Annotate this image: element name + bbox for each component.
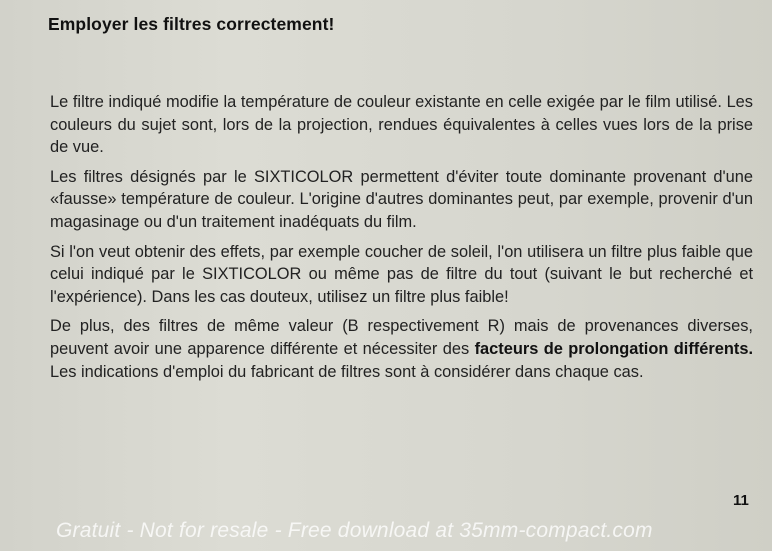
page-title: Employer les filtres correctement! [48, 14, 335, 34]
body-text [50, 91, 753, 390]
page-number: 11 [733, 492, 749, 509]
paragraph-2: Les filtres désignés par le SIXTICOLOR permettent d'éviter toute dominante provenant d'une «fausse» température de couleur. L'origine d'autres dominantes peut, par exemple, provenir d'un magasinage ou d'un traitement inadéquats du film. [50, 167, 753, 231]
paragraph-4-text-start: De plus, des filtres de même valeur (B respectivement R) mais de provenances diverses, peuvent avoir une apparence différente et nécessiter des [50, 317, 753, 358]
paragraph-4-bold-phrase: facteurs de prolongation différents. [474, 339, 754, 358]
paragraph-3: Si l'on veut obtenir des effets, par exemple coucher de soleil, l'on utilisera un filtre plus faible que celui indiqué par le SIXTICOLOR ou même pas de filtre du tout (suivant le but recherché et l'expérience). Dans les cas douteux, utilisez un filtre plus faible! [50, 242, 753, 306]
paragraph-4-text-end: Les indications d'emploi du fabricant de filtres sont à considérer dans chaque cas. [50, 362, 644, 381]
watermark: Gratuit - Not for resale - Free download at 35mm-compact.com [56, 519, 653, 542]
paragraph-1: Le filtre indiqué modifie la température de couleur existante en celle exigée par le film utilisé. Les couleurs du sujet sont, lors de la projection, rendues équivalentes à celles vues lors de la prise de vue. [50, 93, 753, 157]
paragraph-4 [50, 315, 753, 383]
